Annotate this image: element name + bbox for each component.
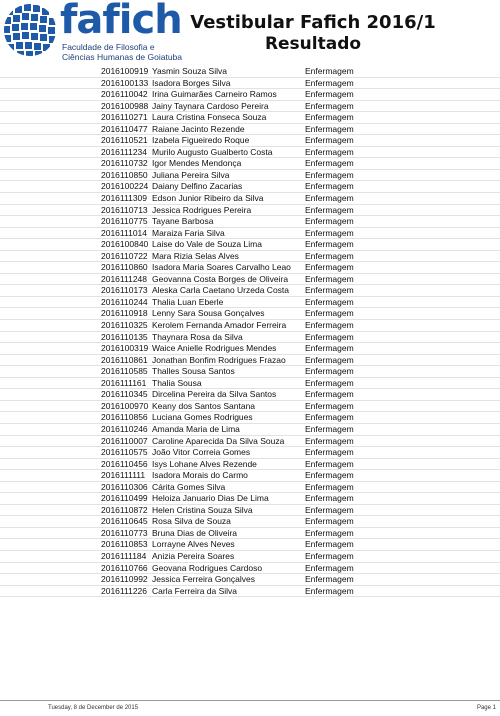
registration-number: 2016110306	[101, 481, 148, 492]
table-row	[0, 412, 500, 424]
registration-number: 2016110645	[101, 516, 148, 527]
registration-number: 2016111161	[101, 377, 147, 388]
course-name: Enfermagem	[305, 112, 354, 123]
table-row	[0, 78, 500, 90]
table-row	[0, 436, 500, 448]
course-name: Enfermagem	[305, 308, 354, 319]
logo-wordmark: fafich	[60, 0, 182, 43]
candidate-name: Laise do Vale de Souza Lima	[152, 239, 262, 250]
candidate-name: Cárita Gomes Silva	[152, 481, 226, 492]
course-name: Enfermagem	[305, 470, 354, 481]
registration-number: 2016110246	[101, 423, 148, 434]
table-row	[0, 228, 500, 240]
table-row	[0, 262, 500, 274]
course-name: Enfermagem	[305, 366, 354, 377]
registration-number: 2016111184	[101, 550, 147, 561]
table-row	[0, 516, 500, 528]
candidate-name: Izabela Figueiredo Roque	[152, 135, 250, 146]
candidate-name: Jainy Taynara Cardoso Pereira	[152, 100, 269, 111]
registration-number: 2016110042	[101, 89, 148, 100]
registration-number: 2016110860	[101, 262, 148, 273]
course-name: Enfermagem	[305, 89, 354, 100]
registration-number: 2016111248	[101, 273, 148, 284]
candidate-name: Helen Cristina Souza Silva	[152, 504, 253, 515]
candidate-name: Geovanna Costa Borges de Oliveira	[152, 273, 289, 284]
table-row	[0, 447, 500, 459]
registration-number: 2016100224	[101, 181, 149, 192]
course-name: Enfermagem	[305, 320, 354, 331]
course-name: Enfermagem	[305, 458, 354, 469]
registration-number: 2016110850	[101, 169, 148, 180]
registration-number: 2016110007	[101, 435, 148, 446]
candidate-name: Jonathan Bonfim Rodrigues Frazao	[152, 354, 286, 365]
table-row	[0, 528, 500, 540]
course-name: Enfermagem	[305, 550, 354, 561]
registration-number: 2016110521	[101, 135, 148, 146]
table-row	[0, 366, 500, 378]
candidate-name: Bruna Dias de Oliveira	[152, 527, 238, 538]
candidate-name: Laura Cristina Fonseca Souza	[152, 112, 267, 123]
course-name: Enfermagem	[305, 193, 354, 204]
course-name: Enfermagem	[305, 562, 354, 573]
registration-number: 2016110766	[101, 562, 148, 573]
course-name: Enfermagem	[305, 493, 354, 504]
registration-number: 2016110853	[101, 539, 148, 550]
table-row	[0, 205, 500, 217]
registration-number: 2016110575	[101, 447, 148, 458]
course-name: Enfermagem	[305, 100, 354, 111]
table-row	[0, 470, 500, 482]
table-row	[0, 389, 500, 401]
registration-number: 2016111111	[101, 470, 146, 481]
course-name: Enfermagem	[305, 285, 354, 296]
table-row	[0, 505, 500, 517]
table-row	[0, 124, 500, 136]
table-row	[0, 170, 500, 182]
table-row	[0, 563, 500, 575]
candidate-name: Isadora Morais do Carmo	[152, 470, 248, 481]
registration-number: 2016111309	[101, 193, 148, 204]
candidate-name: Irina Guimarães Carneiro Ramos	[152, 89, 277, 100]
registration-number: 2016110856	[101, 412, 148, 423]
registration-number: 2016110173	[101, 285, 148, 296]
table-row	[0, 66, 500, 78]
table-row	[0, 158, 500, 170]
course-name: Enfermagem	[305, 77, 354, 88]
course-name: Enfermagem	[305, 354, 354, 365]
table-row	[0, 297, 500, 309]
registration-number: 2016110499	[101, 493, 148, 504]
course-name: Enfermagem	[305, 389, 354, 400]
candidate-name: Caroline Aparecida Da Silva Souza	[152, 435, 285, 446]
course-name: Enfermagem	[305, 504, 354, 515]
course-name: Enfermagem	[305, 66, 354, 76]
institution-name	[62, 42, 182, 62]
table-row	[0, 216, 500, 228]
registration-number: 2016111226	[101, 585, 148, 596]
page-footer	[0, 700, 500, 716]
course-name: Enfermagem	[305, 412, 354, 423]
footer-page-number: Page 1	[476, 705, 496, 711]
candidate-name: Keany dos Santos Santana	[152, 400, 256, 411]
candidate-name: Rosa Silva de Souza	[152, 516, 231, 527]
table-row	[0, 482, 500, 494]
page-subtitle: Resultado	[264, 34, 362, 54]
course-name: Enfermagem	[305, 343, 354, 354]
candidate-name: Lorrayne Alves Neves	[152, 539, 235, 550]
course-name: Enfermagem	[305, 135, 354, 146]
course-name: Enfermagem	[305, 481, 354, 492]
registration-number: 2016110271	[101, 112, 148, 123]
registration-number: 2016110477	[101, 123, 148, 134]
candidate-name: Dircelina Pereira da Silva Santos	[152, 389, 277, 400]
course-name: Enfermagem	[305, 204, 354, 215]
candidate-name: Jessica Rodrigues Pereira	[152, 204, 252, 215]
institution-name-line-1: Faculdade de Filosofia e	[62, 42, 155, 52]
candidate-name: João Vitor Correia Gomes	[152, 447, 251, 458]
candidate-name: Amanda Maria de Lima	[152, 423, 240, 434]
course-name: Enfermagem	[305, 216, 354, 227]
registration-number: 2016110861	[101, 354, 148, 365]
candidate-name: Raiane Jacinto Rezende	[152, 123, 245, 134]
candidate-name: Jessica Ferreira Gonçalves	[152, 574, 255, 585]
course-name: Enfermagem	[305, 146, 354, 157]
course-name: Enfermagem	[305, 262, 354, 273]
table-row	[0, 343, 500, 355]
course-name: Enfermagem	[305, 158, 354, 169]
table-row	[0, 459, 500, 471]
table-row	[0, 586, 500, 598]
course-name: Enfermagem	[305, 181, 354, 192]
course-name: Enfermagem	[305, 273, 354, 284]
table-row	[0, 378, 500, 390]
course-name: Enfermagem	[305, 296, 354, 307]
registration-number: 2016100319	[101, 343, 149, 354]
registration-number: 2016110732	[101, 158, 148, 169]
candidate-name: Thalles Sousa Santos	[152, 366, 235, 377]
registration-number: 2016110325	[101, 320, 148, 331]
registration-number: 2016110773	[101, 527, 148, 538]
course-name: Enfermagem	[305, 447, 354, 458]
table-row	[0, 332, 500, 344]
course-name: Enfermagem	[305, 239, 354, 250]
registration-number: 2016110585	[101, 366, 148, 377]
candidate-name: Murilo Augusto Gualberto Costa	[152, 146, 273, 157]
table-row	[0, 147, 500, 159]
registration-number: 2016110135	[101, 331, 148, 342]
table-row	[0, 239, 500, 251]
registration-number: 2016110722	[101, 250, 148, 261]
candidate-name: Geovana Rodrigues Cardoso	[152, 562, 263, 573]
table-row	[0, 493, 500, 505]
course-name: Enfermagem	[305, 527, 354, 538]
course-name: Enfermagem	[305, 423, 354, 434]
course-name: Enfermagem	[305, 123, 354, 134]
institution-name-line-2: Ciências Humanas de Goiatuba	[62, 52, 183, 62]
results-list	[0, 66, 500, 597]
candidate-name: Thalia Sousa	[152, 377, 202, 388]
registration-number: 2016110345	[101, 389, 148, 400]
candidate-name: Heloiza Januario Dias De Lima	[152, 493, 269, 504]
registration-number: 2016111234	[101, 146, 148, 157]
candidate-name: Edson Junior Ribeiro da Silva	[152, 193, 264, 204]
candidate-name: Isadora Borges Silva	[152, 77, 231, 88]
candidate-name: Carla Ferreira da Silva	[152, 585, 238, 596]
candidate-name: Kerolem Fernanda Amador Ferreira	[152, 320, 287, 331]
course-name: Enfermagem	[305, 169, 354, 180]
candidate-name: Waice Anielle Rodrigues Mendes	[152, 343, 277, 354]
candidate-name: Lenny Sara Sousa Gonçalves	[152, 308, 265, 319]
registration-number: 2016100919	[101, 66, 149, 76]
course-name: Enfermagem	[305, 585, 354, 596]
course-name: Enfermagem	[305, 435, 354, 446]
candidate-name: Juliana Pereira Silva	[152, 169, 230, 180]
course-name: Enfermagem	[305, 227, 354, 238]
candidate-name: Maraiza Faria Silva	[152, 227, 225, 238]
course-name: Enfermagem	[305, 516, 354, 527]
registration-number: 2016110775	[101, 216, 148, 227]
candidate-name: Yasmin Souza Silva	[152, 66, 227, 76]
table-row	[0, 112, 500, 124]
table-row	[0, 355, 500, 367]
registration-number: 2016100970	[101, 400, 149, 411]
course-name: Enfermagem	[305, 377, 354, 388]
registration-number: 2016110713	[101, 204, 148, 215]
page-title: Vestibular Fafich 2016/1	[190, 12, 436, 33]
candidate-name: Daiany Delfino Zacarias	[152, 181, 243, 192]
candidate-name: Aleska Carla Caetano Urzeda Costa	[152, 285, 290, 296]
table-row	[0, 308, 500, 320]
registration-number: 2016100988	[101, 100, 149, 111]
table-row	[0, 101, 500, 113]
course-name: Enfermagem	[305, 539, 354, 550]
candidate-name: Luciana Gomes Rodrigues	[152, 412, 253, 423]
course-name: Enfermagem	[305, 574, 354, 585]
table-row	[0, 181, 500, 193]
course-name: Enfermagem	[305, 250, 354, 261]
footer-date: Tuesday, 8 de December de 2015	[48, 705, 139, 711]
table-row	[0, 274, 500, 286]
registration-number: 2016110244	[101, 296, 148, 307]
registration-number: 2016100840	[101, 239, 149, 250]
table-row	[0, 251, 500, 263]
registration-number: 2016111014	[101, 227, 148, 238]
table-row	[0, 401, 500, 413]
candidate-name: Tayane Barbosa	[152, 216, 214, 227]
candidate-name: Isys Lohane Alves Rezende	[152, 458, 257, 469]
table-row	[0, 135, 500, 147]
table-row	[0, 89, 500, 101]
candidate-name: Mara Rizia Selas Alves	[152, 250, 239, 261]
table-row	[0, 539, 500, 551]
table-row	[0, 193, 500, 205]
registration-number: 2016110456	[101, 458, 148, 469]
table-row	[0, 424, 500, 436]
registration-number: 2016110872	[101, 504, 148, 515]
table-row	[0, 574, 500, 586]
table-row	[0, 285, 500, 297]
candidate-name: Anizia Pereira Soares	[152, 550, 235, 561]
registration-number: 2016100133	[101, 77, 149, 88]
document-header	[0, 0, 500, 66]
table-row	[0, 320, 500, 332]
candidate-name: Thaynara Rosa da Silva	[152, 331, 243, 342]
registration-number: 2016110992	[101, 574, 148, 585]
candidate-name: Thalia Luan Eberle	[152, 296, 224, 307]
table-row	[0, 551, 500, 563]
registration-number: 2016110918	[101, 308, 148, 319]
candidate-name: Isadora Maria Soares Carvalho Leao	[152, 262, 291, 273]
course-name: Enfermagem	[305, 331, 354, 342]
globe-logo-icon	[2, 2, 58, 58]
candidate-name: Igor Mendes Mendonça	[152, 158, 242, 169]
course-name: Enfermagem	[305, 400, 354, 411]
